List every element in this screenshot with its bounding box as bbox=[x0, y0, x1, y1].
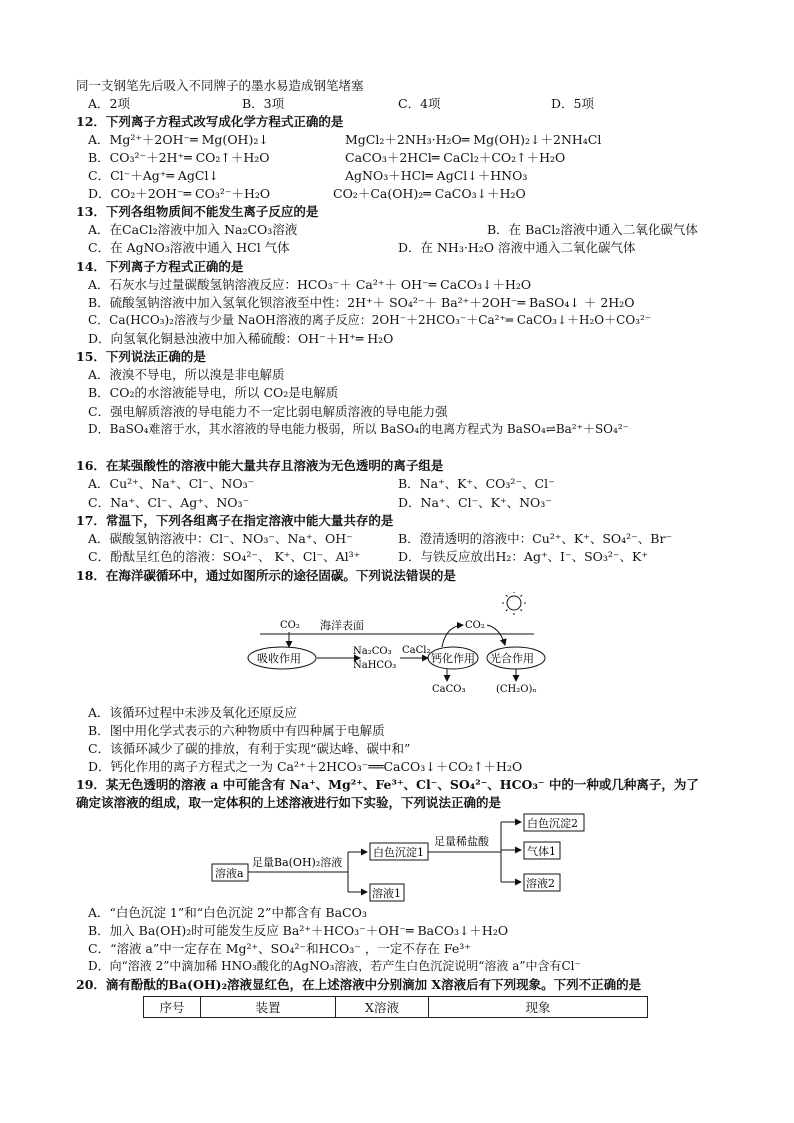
question-15-stem: 15．下列说法正确的是 bbox=[76, 349, 206, 364]
photosynthesis-label: 光合作用 bbox=[490, 652, 534, 665]
q19-option-b: B．加入 Ba(OH)₂时可能发生反应 Ba²⁺＋HCO₃⁻＋OH⁻═ BaCO₃↓＋H₂O bbox=[88, 923, 509, 938]
question-19-stem-line2: 确定该溶液的组成，取一定体积的上述溶液进行如下实验，下列说法正确的是 bbox=[76, 795, 502, 810]
q17-option-a: A．碳酸氢钠溶液中：Cl⁻、NO₃⁻、Na⁺、OH⁻ bbox=[88, 531, 353, 546]
q15-option-c: C．强电解质溶液的导电能力不一定比弱电解质溶液的导电能力强 bbox=[88, 404, 448, 419]
q13-option-b: B．在 BaCl₂溶液中通入二氧化碳气体 bbox=[487, 222, 698, 237]
q19-option-d: D．向“溶液 2”中滴加稀 HNO₃酸化的AgNO₃溶液，若产生白色沉淀说明“溶液 a”中含有Cl⁻ bbox=[88, 959, 581, 973]
solution-1-label: 溶液1 bbox=[372, 887, 401, 900]
question-18-stem: 18．在海洋碳循环中，通过如图所示的途径固碳。下列说法错误的是 bbox=[76, 568, 456, 583]
q20-table-header-row bbox=[144, 997, 648, 1018]
q16-option-b: B．Na⁺、K⁺、CO₃²⁻、Cl⁻ bbox=[398, 476, 555, 491]
q17-option-d: D．与铁反应放出H₂：Ag⁺、I⁻、SO₃²⁻、K⁺ bbox=[398, 549, 648, 564]
q16-option-d: D．Na⁺、Cl⁻、K⁺、NO₃⁻ bbox=[398, 495, 552, 510]
intro-text: 同一支钢笔先后吸入不同牌子的墨水易造成钢笔堵塞 bbox=[76, 78, 364, 93]
q15-option-b: B．CO₂的水溶液能导电，所以 CO₂是电解质 bbox=[88, 385, 339, 400]
q19-option-c: C．“溶液 a”中一定存在 Mg²⁺、SO₄²⁻和HCO₃⁻ ，一定不存在 Fe³⁺ bbox=[88, 941, 471, 956]
q14-option-a: A．石灰水与过量碳酸氢钠溶液反应：HCO₃⁻＋ Ca²⁺＋ OH⁻═ CaCO₃↓＋H₂O bbox=[88, 277, 532, 292]
q12-option-a-chem: MgCl₂＋2NH₃·H₂O═ Mg(OH)₂↓＋2NH₄Cl bbox=[345, 132, 602, 147]
q20-header-x-solution: X溶液 bbox=[336, 997, 429, 1018]
nahco3-label: NaHCO₃ bbox=[353, 660, 397, 671]
question-16-stem: 16．在某强酸性的溶液中能大量共存且溶液为无色透明的离子组是 bbox=[76, 458, 444, 473]
white-precipitate-2-label: 白色沉淀2 bbox=[527, 817, 578, 830]
q15-option-d: D．BaSO₄难溶于水，其水溶液的导电能力极弱，所以 BaSO₄的电离方程式为 BaSO₄⇌Ba²⁺＋SO₄²⁻ bbox=[88, 422, 629, 436]
q18-option-a: A．该循环过程中未涉及氧化还原反应 bbox=[88, 705, 298, 720]
question-17-stem: 17．常温下，下列各组离子在指定溶液中能大量共存的是 bbox=[76, 513, 394, 528]
q13-option-d: D．在 NH₃·H₂O 溶液中通入二氧化碳气体 bbox=[398, 240, 636, 255]
cacl2-label: CaCl₂ bbox=[402, 645, 431, 656]
q13-option-c: C．在 AgNO₃溶液中通入 HCl 气体 bbox=[88, 240, 290, 255]
question-20-stem: 20．滴有酚酞的Ba(OH)₂溶液显红色，在上述溶液中分别滴加 X溶液后有下列现象。下列不正确的是 bbox=[76, 977, 642, 992]
q14-option-c: C．Ca(HCO₃)₂溶液与少量 NaOH溶液的离子反应：2OH⁻＋2HCO₃⁻＋Ca²⁺═ CaCO₃↓＋H₂O＋CO₃²⁻ bbox=[88, 313, 652, 327]
q12-option-b-chem: CaCO₃＋2HCl═ CaCl₂＋CO₂↑＋H₂O bbox=[345, 150, 566, 165]
co2-mid-label: CO₂ bbox=[465, 620, 485, 631]
reagent1-label: 足量Ba(OH)₂溶液 bbox=[252, 856, 343, 869]
q12-option-c-ionic: C．Cl⁻＋Ag⁺═ AgCl↓ bbox=[88, 168, 219, 183]
q14-option-b: B．硫酸氢钠溶液中加入氢氧化钡溶液至中性：2H⁺＋ SO₄²⁻＋ Ba²⁺＋2OH⁻═ BaSO₄↓ ＋ 2H₂O bbox=[88, 295, 635, 310]
intro-option-d: D．5项 bbox=[551, 96, 594, 111]
calcify-to-co2-arrow bbox=[442, 625, 463, 647]
absorb-label: 吸收作用 bbox=[257, 652, 301, 665]
q18-option-d: D．钙化作用的离子方程式之一为 Ca²⁺＋2HCO₃⁻══CaCO₃↓＋CO₂↑＋H₂O bbox=[88, 759, 523, 774]
q20-header-phenomenon: 现象 bbox=[429, 997, 648, 1018]
sun-icon bbox=[502, 592, 526, 615]
ch2o-label: (CH₂O)ₙ bbox=[496, 684, 537, 695]
ocean-carbon-cycle-figure bbox=[232, 592, 562, 702]
q14-option-d: D．向氢氧化铜悬浊液中加入稀硫酸：OH⁻＋H⁺═ H₂O bbox=[88, 331, 394, 346]
q12-option-c-chem: AgNO₃＋HCl═ AgCl↓＋HNO₃ bbox=[345, 168, 528, 183]
q13-option-a: A．在CaCl₂溶液中加入 Na₂CO₃溶液 bbox=[88, 222, 298, 237]
intro-option-b: B．3项 bbox=[242, 96, 285, 111]
q15-option-a: A．液溴不导电，所以溴是非电解质 bbox=[88, 367, 285, 382]
solution-2-label: 溶液2 bbox=[526, 877, 555, 890]
sea-surface-label: 海洋表面 bbox=[320, 619, 364, 632]
q17-option-b: B．澄清透明的溶液中：Cu²⁺、K⁺、SO₄²⁻、Br⁻ bbox=[398, 531, 673, 546]
q12-option-a-ionic: A．Mg²⁺＋2OH⁻═ Mg(OH)₂↓ bbox=[88, 132, 269, 147]
question-14-stem: 14．下列离子方程式正确的是 bbox=[76, 259, 244, 274]
q12-option-d-chem: CO₂＋Ca(OH)₂═ CaCO₃↓＋H₂O bbox=[333, 186, 526, 201]
q12-option-d-ionic: D．CO₂＋2OH⁻═ CO₃²⁻＋H₂O bbox=[88, 186, 271, 201]
intro-option-a: A．2项 bbox=[88, 96, 130, 111]
q20-header-device: 装置 bbox=[201, 997, 336, 1018]
question-19-stem-line1: 19．某无色透明的溶液 a 中可能含有 Na⁺、Mg²⁺、Fe³⁺、Cl⁻、SO₄²⁻、HCO₃⁻ 中的一种或几种离子，为了 bbox=[76, 777, 699, 792]
q18-option-c: C．该循环减少了碳的排放，有利于实现“碳达峰、碳中和” bbox=[88, 741, 411, 756]
q16-option-a: A．Cu²⁺、Na⁺、Cl⁻、NO₃⁻ bbox=[88, 476, 255, 491]
calcify-label: 钙化作用 bbox=[431, 652, 475, 665]
co2-to-photo-arrow bbox=[487, 625, 505, 645]
gas-1-label: 气体1 bbox=[527, 845, 556, 858]
solution-a-label: 溶液a bbox=[215, 867, 244, 880]
white-precipitate-1-label: 白色沉淀1 bbox=[373, 846, 424, 859]
experiment-flow-figure bbox=[210, 812, 590, 902]
caco3-label: CaCO₃ bbox=[432, 684, 466, 695]
reagent2-label: 足量稀盐酸 bbox=[434, 835, 489, 848]
q19-option-a: A．“白色沉淀 1”和“白色沉淀 2”中都含有 BaCO₃ bbox=[88, 905, 367, 920]
question-13-stem: 13．下列各组物质间不能发生离子反应的是 bbox=[76, 204, 319, 219]
intro-option-c: C．4项 bbox=[398, 96, 441, 111]
q18-option-b: B．图中用化学式表示的六种物质中有四种属于电解质 bbox=[88, 723, 385, 738]
na2co3-label: Na₂CO₃ bbox=[353, 646, 392, 657]
q12-option-b-ionic: B．CO₃²⁻＋2H⁺═ CO₂↑＋H₂O bbox=[88, 150, 270, 165]
q17-option-c: C．酚酞呈红色的溶液：SO₄²⁻、 K⁺、Cl⁻、Al³⁺ bbox=[88, 549, 361, 564]
q20-table bbox=[143, 996, 648, 1018]
q16-option-c: C．Na⁺、Cl⁻、Ag⁺、NO₃⁻ bbox=[88, 495, 250, 510]
co2-top-label: CO₂ bbox=[280, 620, 300, 631]
question-12-stem: 12．下列离子方程式改写成化学方程式正确的是 bbox=[76, 114, 344, 129]
q20-header-index: 序号 bbox=[144, 997, 201, 1018]
